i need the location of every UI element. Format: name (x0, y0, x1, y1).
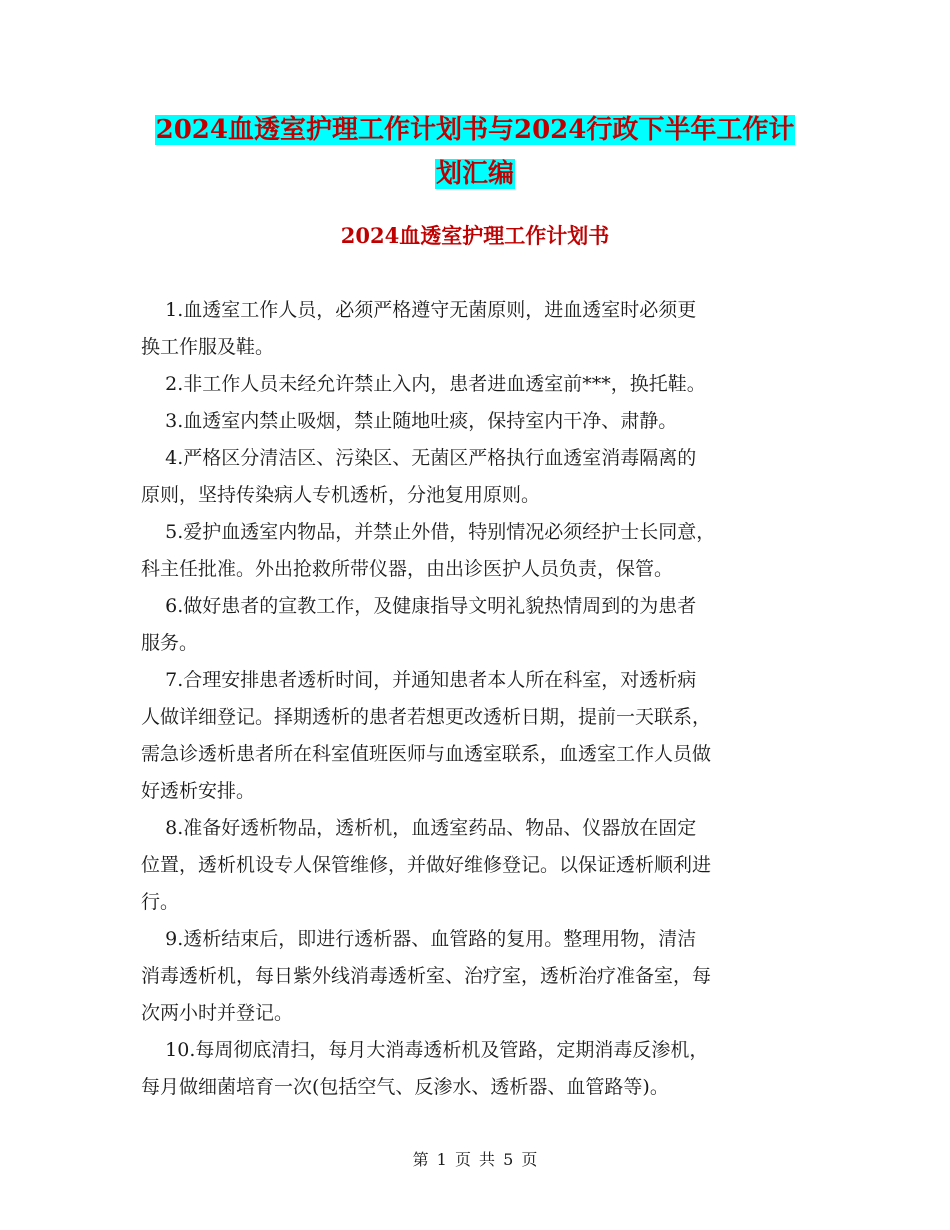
body-line: 原则，坚持传染病人专机透析，分池复用原则。 (141, 484, 541, 506)
body-line: 8.准备好透析物品，透析机，血透室药品、物品、仪器放在固定 (141, 817, 697, 839)
body-line: 位置，透析机设专人保管维修，并做好维修登记。以保证透析顺利进 (141, 854, 712, 876)
body-line: 5.爱护血透室内物品，并禁止外借，特别情况必须经护士长同意， (141, 521, 716, 543)
page-footer: 第 1 页 共 5 页 (412, 1150, 538, 1169)
body-line: 4.严格区分清洁区、污染区、无菌区严格执行血透室消毒隔离的 (141, 447, 697, 469)
body-line: 9.透析结束后，即进行透析器、血管路的复用。整理用物，清洁 (141, 928, 697, 950)
body-line: 消毒透析机，每日紫外线消毒透析室、治疗室，透析治疗准备室，每 (141, 965, 712, 987)
body-line: 3.血透室内禁止吸烟，禁止随地吐痰，保持室内干净、肃静。 (141, 410, 678, 432)
body-line: 服务。 (141, 632, 199, 654)
body-line: 1.血透室工作人员，必须严格遵守无菌原则，进血透室时必须更 (141, 299, 697, 321)
body-line: 科主任批准。外出抢救所带仪器，由出诊医护人员负责，保管。 (141, 558, 674, 580)
body-line: 需急诊透析患者所在科室值班医师与血透室联系，血透室工作人员做 (141, 743, 712, 765)
body-line: 10.每周彻底清扫，每月大消毒透析机及管路，定期消毒反渗机， (141, 1039, 709, 1061)
body-line: 2.非工作人员未经允许禁止入内，患者进血透室前***，换托鞋。 (141, 373, 706, 395)
body-line: 人做详细登记。择期透析的患者若想更改透析日期，提前一天联系， (141, 706, 712, 728)
body-line: 好透析安排。 (141, 780, 256, 802)
document-title-line-1: 2024血透室护理工作计划书与2024行政下半年工作计 (155, 115, 795, 145)
body-line: 每月做细菌培育一次(包括空气、反渗水、透析器、血管路等)。 (141, 1076, 669, 1098)
body-line: 7.合理安排患者透析时间，并通知患者本人所在科室，对透析病 (141, 669, 697, 691)
document-title-line-2: 划汇编 (435, 159, 514, 189)
section-title: 2024血透室护理工作计划书 (340, 223, 610, 248)
body-line: 换工作服及鞋。 (141, 336, 275, 358)
body-line: 6.做好患者的宣教工作，及健康指导文明礼貌热情周到的为患者 (141, 595, 697, 617)
body-line: 行。 (141, 891, 180, 913)
body-line: 次两小时并登记。 (141, 1002, 294, 1024)
